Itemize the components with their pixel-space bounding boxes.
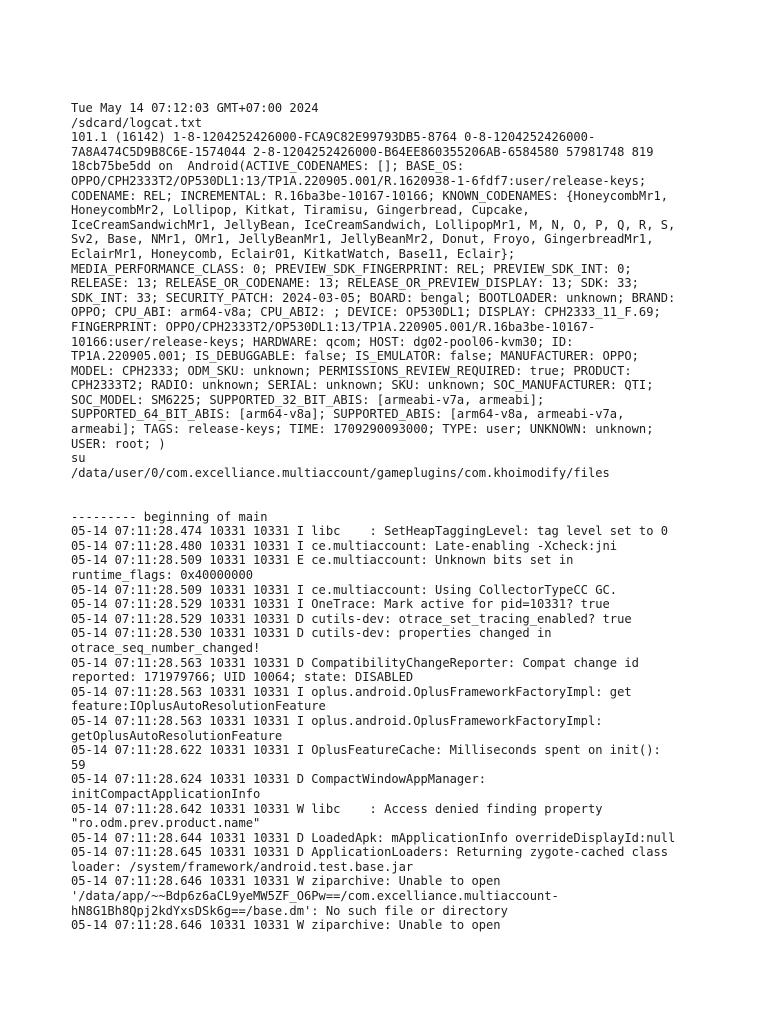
log-line: 05-14 07:11:28.624 10331 10331 D CompactWindowAppManager:	[71, 772, 487, 787]
log-line: feature:IOplusAutoResolutionFeature	[71, 699, 326, 714]
log-line: 05-14 07:11:28.563 10331 10331 I oplus.android.OplusFrameworkFactoryImpl:	[71, 713, 603, 728]
log-line: SOC_MODEL: SM6225; SUPPORTED_32_BIT_ABIS: [armeabi-v7a, armeabi];	[71, 392, 545, 407]
log-line: /data/user/0/com.excelliance.multiaccount/gameplugins/com.khoimodify/files	[71, 465, 610, 480]
log-line: 05-14 07:11:28.622 10331 10331 I OplusFeatureCache: Milliseconds spent on init():	[71, 743, 661, 758]
log-line: 05-14 07:11:28.474 10331 10331 I libc : SetHeapTaggingLevel: tag level set to 0	[71, 524, 669, 539]
log-line: 05-14 07:11:28.642 10331 10331 W libc : Access denied finding property	[71, 801, 603, 816]
log-line: 05-14 07:11:28.509 10331 10331 E ce.multiaccount: Unknown bits set in	[71, 553, 574, 568]
log-line: su	[71, 451, 86, 466]
log-line: reported: 171979766; UID 10064; state: DISABLED	[71, 670, 414, 685]
log-line: 05-14 07:11:28.646 10331 10331 W ziparchive: Unable to open	[71, 874, 501, 889]
log-line: 05-14 07:11:28.563 10331 10331 D CompatibilityChangeReporter: Compat change id	[71, 655, 639, 670]
log-line: USER: root; )	[71, 436, 166, 451]
log-line: 05-14 07:11:28.563 10331 10331 I oplus.android.OplusFrameworkFactoryImpl: get	[71, 684, 632, 699]
log-line: SUPPORTED_64_BIT_ABIS: [arm64-v8a]; SUPPORTED_ABIS: [arm64-v8a, armeabi-v7a,	[71, 407, 625, 422]
log-line: HoneycombMr2, Lollipop, Kitkat, Tiramisu, Gingerbread, Cupcake,	[71, 203, 530, 218]
log-line: CPH2333T2; RADIO: unknown; SERIAL: unknown; SKU: unknown; SOC_MANUFACTURER: QTI;	[71, 378, 654, 393]
log-line: OPPO; CPU_ABI: arm64-v8a; CPU_ABI2: ; DEVICE: OP530DL1; DISPLAY: CPH2333_11_F.69;	[71, 305, 661, 320]
log-line: 05-14 07:11:28.529 10331 10331 I OneTrace: Mark active for pid=10331? true	[71, 597, 610, 612]
log-line: 05-14 07:11:28.480 10331 10331 I ce.multiaccount: Late-enabling -Xcheck:jni	[71, 538, 618, 553]
log-line: armeabi]; TAGS: release-keys; TIME: 1709290093000; TYPE: user; UNKNOWN: unknown;	[71, 422, 654, 437]
log-line: IceCreamSandwichMr1, JellyBean, IceCreamSandwich, LollipopMr1, M, N, O, P, Q, R, S,	[71, 217, 676, 232]
log-line: OPPO/CPH2333T2/OP530DL1:13/TP1A.220905.001/R.1620938-1-6fdf7:user/release-keys;	[71, 173, 647, 188]
log-line: 05-14 07:11:28.509 10331 10331 I ce.multiaccount: Using CollectorTypeCC GC.	[71, 582, 618, 597]
log-line: "ro.odm.prev.product.name"	[71, 816, 261, 831]
log-line: MODEL: CPH2333; ODM_SKU: unknown; PERMISSIONS_REVIEW_REQUIRED: true; PRODUCT:	[71, 363, 632, 378]
log-line: 101.1 (16142) 1-8-1204252426000-FCA9C82E99793DB5-8764 0-8-1204252426000-	[71, 130, 596, 145]
log-line: otrace_seq_number_changed!	[71, 640, 261, 655]
log-line: loader: /system/framework/android.test.base.jar	[71, 859, 414, 874]
logcat-text	[71, 101, 731, 933]
log-line: Tue May 14 07:12:03 GMT+07:00 2024	[71, 101, 319, 115]
log-line: getOplusAutoResolutionFeature	[71, 728, 283, 743]
log-line: --------- beginning of main	[71, 509, 268, 524]
log-line: EclairMr1, Honeycomb, Eclair01, KitkatWatch, Base11, Eclair};	[71, 246, 516, 261]
log-line: SDK_INT: 33; SECURITY_PATCH: 2024-03-05; BOARD: bengal; BOOTLOADER: unknown; BRAND:	[71, 290, 676, 305]
log-line: 05-14 07:11:28.646 10331 10331 W ziparchive: Unable to open	[71, 918, 501, 933]
log-line: 05-14 07:11:28.530 10331 10331 D cutils-dev: properties changed in	[71, 626, 552, 641]
log-line: '/data/app/~~Bdp6z6aCL9yeMW5ZF_O6Pw==/com.excelliance.multiaccount-	[71, 889, 559, 904]
log-line: TP1A.220905.001; IS_DEBUGGABLE: false; IS_EMULATOR: false; MANUFACTURER: OPPO;	[71, 349, 639, 364]
log-line: initCompactApplicationInfo	[71, 786, 261, 801]
log-line: 7A8A474C5D9B8C6E-1574044 2-8-1204252426000-B64EE860355206AB-6584580 57981748 819	[71, 144, 654, 159]
log-line: 05-14 07:11:28.529 10331 10331 D cutils-dev: otrace_set_tracing_enabled? true	[71, 611, 632, 626]
log-line: 10166:user/release-keys; HARDWARE: qcom; HOST: dg02-pool06-kvm30; ID:	[71, 334, 574, 349]
log-line: 05-14 07:11:28.644 10331 10331 D LoadedApk: mApplicationInfo overrideDisplayId:null	[71, 830, 676, 845]
log-line: /sdcard/logcat.txt	[71, 115, 203, 130]
log-line: runtime_flags: 0x40000000	[71, 568, 254, 582]
log-line: MEDIA_PERFORMANCE_CLASS: 0; PREVIEW_SDK_FINGERPRINT: REL; PREVIEW_SDK_INT: 0;	[71, 261, 632, 276]
log-line: FINGERPRINT: OPPO/CPH2333T2/OP530DL1:13/TP1A.220905.001/R.16ba3be-10167-	[71, 319, 596, 334]
log-line: Sv2, Base, NMr1, OMr1, JellyBeanMr1, JellyBeanMr2, Donut, Froyo, GingerbreadMr1,	[71, 232, 654, 247]
log-line: CODENAME: REL; INCREMENTAL: R.16ba3be-10167-10166; KNOWN_CODENAMES: {HoneycombMr1,	[71, 188, 669, 203]
log-line: 05-14 07:11:28.645 10331 10331 D ApplicationLoaders: Returning zygote-cached class	[71, 845, 669, 860]
log-line: hN8G1Bh8Qpj2kdYxsDSk6g==/base.dm': No such file or directory	[71, 903, 508, 918]
log-line: 18cb75be5dd on Android(ACTIVE_CODENAMES: []; BASE_OS:	[71, 159, 465, 174]
log-line: RELEASE: 13; RELEASE_OR_CODENAME: 13; RELEASE_OR_PREVIEW_DISPLAY: 13; SDK: 33;	[71, 276, 639, 291]
log-line: 59	[71, 757, 86, 772]
